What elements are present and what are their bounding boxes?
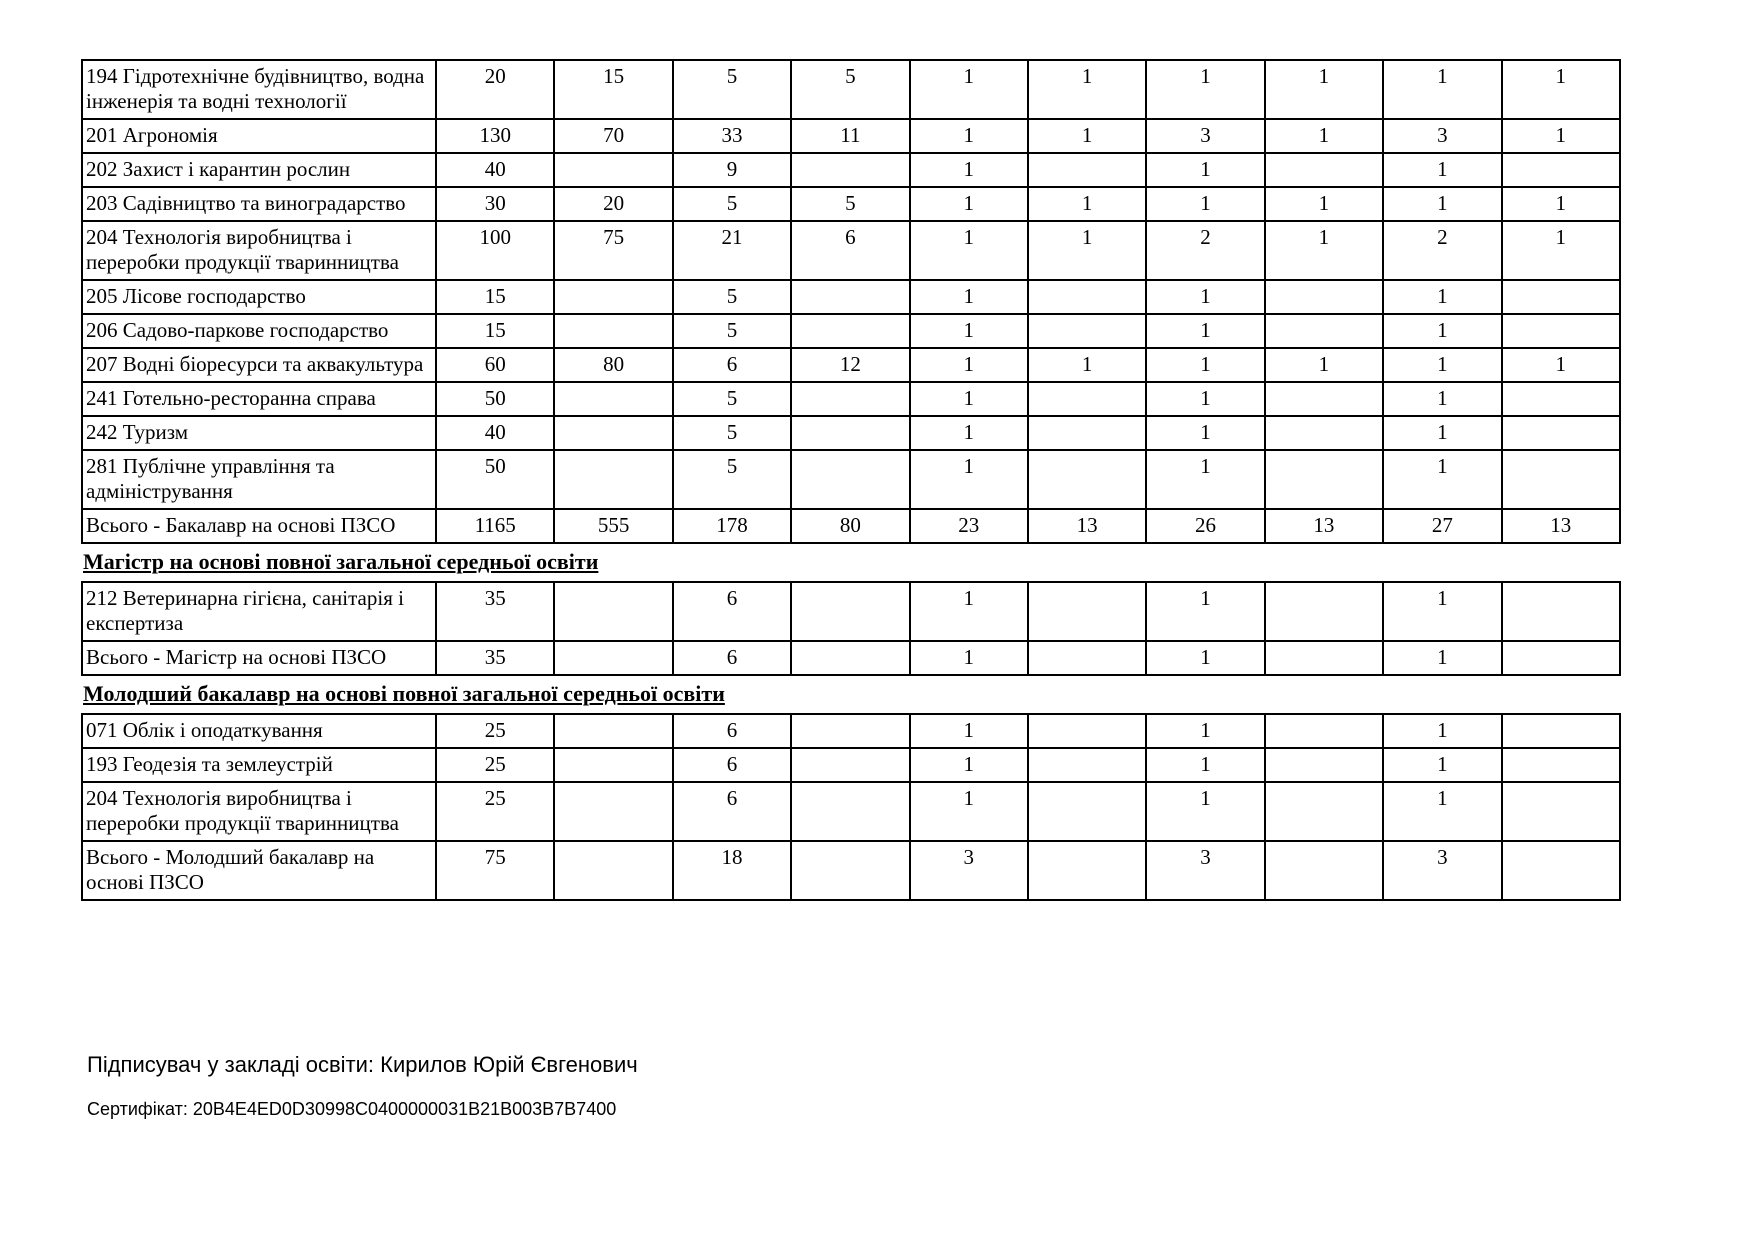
value-cell: 1 <box>1502 348 1620 382</box>
certificate-line: Сертифікат: 20B4E4ED0D30998C0400000031B21B003B7B7400 <box>87 1099 617 1119</box>
value-cell <box>1502 641 1620 675</box>
section-title-master: Магістр на основі повної загальної середньої освіти <box>83 549 599 574</box>
value-cell: 3 <box>1146 841 1264 900</box>
value-cell: 6 <box>673 782 791 841</box>
value-cell: 15 <box>554 60 672 119</box>
table-row <box>82 748 1620 782</box>
row-name-cell: 205 Лісове господарство <box>82 280 436 314</box>
value-cell: 1 <box>1383 60 1501 119</box>
value-cell: 80 <box>791 509 909 543</box>
value-cell: 1 <box>910 280 1028 314</box>
table-row <box>82 119 1620 153</box>
value-cell: 2 <box>1146 221 1264 280</box>
value-cell: 1 <box>1502 221 1620 280</box>
value-cell: 75 <box>436 841 554 900</box>
value-cell: 1 <box>1028 187 1146 221</box>
value-cell <box>791 382 909 416</box>
value-cell <box>554 382 672 416</box>
value-cell: 1 <box>1383 153 1501 187</box>
value-cell <box>791 416 909 450</box>
value-cell: 1 <box>910 348 1028 382</box>
value-cell <box>1265 748 1383 782</box>
value-cell: 25 <box>436 782 554 841</box>
value-cell: 27 <box>1383 509 1501 543</box>
value-cell: 1 <box>910 60 1028 119</box>
value-cell: 5 <box>673 280 791 314</box>
value-cell: 13 <box>1265 509 1383 543</box>
value-cell: 1 <box>1265 221 1383 280</box>
value-cell: 50 <box>436 450 554 509</box>
table-row <box>82 60 1620 119</box>
value-cell <box>791 314 909 348</box>
value-cell <box>1028 841 1146 900</box>
value-cell <box>791 153 909 187</box>
value-cell <box>1265 314 1383 348</box>
value-cell: 1 <box>1028 221 1146 280</box>
value-cell: 1 <box>1383 782 1501 841</box>
value-cell: 1 <box>1383 416 1501 450</box>
table-block <box>81 713 1619 901</box>
value-cell <box>1028 714 1146 748</box>
value-cell: 1 <box>1146 416 1264 450</box>
value-cell: 1 <box>1265 187 1383 221</box>
table-row <box>82 280 1620 314</box>
value-cell <box>554 714 672 748</box>
value-cell: 1 <box>1265 348 1383 382</box>
data-table <box>81 581 1621 676</box>
value-cell: 11 <box>791 119 909 153</box>
value-cell <box>1265 714 1383 748</box>
value-cell: 13 <box>1028 509 1146 543</box>
value-cell: 1 <box>910 450 1028 509</box>
value-cell: 23 <box>910 509 1028 543</box>
value-cell: 6 <box>791 221 909 280</box>
section-title-junior-bachelor: Молодший бакалавр на основі повної загальної середньої освіти <box>83 681 725 706</box>
value-cell: 555 <box>554 509 672 543</box>
value-cell: 1 <box>1383 714 1501 748</box>
table-block <box>81 581 1619 676</box>
value-cell: 5 <box>673 314 791 348</box>
value-cell: 21 <box>673 221 791 280</box>
value-cell: 40 <box>436 416 554 450</box>
table-row <box>82 641 1620 675</box>
value-cell: 20 <box>554 187 672 221</box>
value-cell <box>1028 314 1146 348</box>
row-name-cell: 281 Публічне управління та адміністрування <box>82 450 436 509</box>
value-cell <box>1502 748 1620 782</box>
value-cell: 1 <box>1146 782 1264 841</box>
value-cell: 178 <box>673 509 791 543</box>
value-cell <box>1028 641 1146 675</box>
row-name-cell: 071 Облік і оподаткування <box>82 714 436 748</box>
table-row <box>82 450 1620 509</box>
value-cell: 1 <box>1146 348 1264 382</box>
row-name-cell: 203 Садівництво та виноградарство <box>82 187 436 221</box>
value-cell: 1 <box>1383 314 1501 348</box>
value-cell <box>1028 153 1146 187</box>
value-cell: 1 <box>910 714 1028 748</box>
value-cell <box>554 280 672 314</box>
value-cell <box>1502 153 1620 187</box>
value-cell: 1 <box>1146 582 1264 641</box>
row-name-cell: 194 Гідротехнічне будівництво, водна інженерія та водні технології <box>82 60 436 119</box>
value-cell: 5 <box>673 382 791 416</box>
value-cell <box>1502 714 1620 748</box>
value-cell: 6 <box>673 714 791 748</box>
value-cell <box>1265 450 1383 509</box>
value-cell: 15 <box>436 314 554 348</box>
row-name-cell: 212 Ветеринарна гігієна, санітарія і експертиза <box>82 582 436 641</box>
value-cell: 1 <box>910 187 1028 221</box>
value-cell: 80 <box>554 348 672 382</box>
value-cell: 1 <box>1028 60 1146 119</box>
value-cell <box>1502 416 1620 450</box>
row-name-cell: 242 Туризм <box>82 416 436 450</box>
row-name-cell: Всього - Бакалавр на основі ПЗСО <box>82 509 436 543</box>
value-cell: 1 <box>1146 450 1264 509</box>
value-cell: 1 <box>1383 748 1501 782</box>
value-cell <box>1502 382 1620 416</box>
value-cell: 5 <box>673 60 791 119</box>
table-row <box>82 348 1620 382</box>
value-cell <box>1502 582 1620 641</box>
row-name-cell: 207 Водні біоресурси та аквакультура <box>82 348 436 382</box>
value-cell: 18 <box>673 841 791 900</box>
row-name-cell: 204 Технологія виробництва і переробки продукції тваринництва <box>82 782 436 841</box>
value-cell: 1 <box>1028 348 1146 382</box>
value-cell <box>1265 582 1383 641</box>
value-cell: 1 <box>1146 714 1264 748</box>
signer-line: Підписувач у закладі освіти: Кирилов Юрій Євгенович <box>87 1052 638 1077</box>
value-cell: 6 <box>673 641 791 675</box>
value-cell: 1 <box>1502 119 1620 153</box>
value-cell: 1 <box>910 748 1028 782</box>
value-cell: 20 <box>436 60 554 119</box>
table-block <box>81 59 1619 544</box>
value-cell: 13 <box>1502 509 1620 543</box>
value-cell <box>1502 280 1620 314</box>
value-cell: 15 <box>436 280 554 314</box>
value-cell <box>791 641 909 675</box>
value-cell: 2 <box>1383 221 1501 280</box>
table-row <box>82 314 1620 348</box>
value-cell: 9 <box>673 153 791 187</box>
value-cell: 1 <box>1383 641 1501 675</box>
value-cell: 60 <box>436 348 554 382</box>
value-cell: 1 <box>1502 60 1620 119</box>
table-row <box>82 841 1620 900</box>
value-cell <box>1028 416 1146 450</box>
value-cell: 5 <box>673 187 791 221</box>
table-row <box>82 582 1620 641</box>
row-name-cell: 201 Агрономія <box>82 119 436 153</box>
value-cell: 6 <box>673 348 791 382</box>
value-cell <box>791 450 909 509</box>
value-cell: 26 <box>1146 509 1264 543</box>
value-cell <box>1028 382 1146 416</box>
value-cell: 35 <box>436 641 554 675</box>
data-table <box>81 59 1621 544</box>
value-cell <box>1028 748 1146 782</box>
value-cell <box>791 714 909 748</box>
value-cell: 25 <box>436 714 554 748</box>
value-cell: 1 <box>910 641 1028 675</box>
value-cell: 1 <box>1146 60 1264 119</box>
value-cell: 25 <box>436 748 554 782</box>
value-cell <box>791 582 909 641</box>
value-cell <box>1028 280 1146 314</box>
value-cell: 1 <box>1502 187 1620 221</box>
table-row <box>82 187 1620 221</box>
value-cell <box>1265 841 1383 900</box>
value-cell <box>1502 782 1620 841</box>
value-cell: 50 <box>436 382 554 416</box>
value-cell <box>1502 841 1620 900</box>
value-cell: 30 <box>436 187 554 221</box>
value-cell: 1 <box>1265 119 1383 153</box>
value-cell <box>791 748 909 782</box>
value-cell: 3 <box>910 841 1028 900</box>
value-cell: 1 <box>1146 187 1264 221</box>
value-cell: 12 <box>791 348 909 382</box>
table-row <box>82 153 1620 187</box>
row-name-cell: 206 Садово-паркове господарство <box>82 314 436 348</box>
value-cell <box>791 280 909 314</box>
value-cell: 1 <box>1383 187 1501 221</box>
value-cell <box>1028 782 1146 841</box>
value-cell: 1 <box>1383 450 1501 509</box>
value-cell <box>1265 382 1383 416</box>
value-cell: 1 <box>1383 382 1501 416</box>
value-cell <box>554 841 672 900</box>
row-name-cell: 241 Готельно-ресторанна справа <box>82 382 436 416</box>
value-cell: 5 <box>673 450 791 509</box>
value-cell: 1 <box>1028 119 1146 153</box>
row-name-cell: Всього - Молодший бакалавр на основі ПЗСО <box>82 841 436 900</box>
value-cell: 40 <box>436 153 554 187</box>
value-cell: 1 <box>1146 382 1264 416</box>
value-cell: 6 <box>673 582 791 641</box>
value-cell: 5 <box>673 416 791 450</box>
value-cell: 1 <box>1146 280 1264 314</box>
value-cell <box>554 314 672 348</box>
value-cell <box>1265 641 1383 675</box>
value-cell <box>1502 314 1620 348</box>
table-row <box>82 782 1620 841</box>
table-row <box>82 714 1620 748</box>
value-cell <box>554 450 672 509</box>
value-cell: 1 <box>910 782 1028 841</box>
value-cell: 5 <box>791 187 909 221</box>
value-cell <box>554 641 672 675</box>
value-cell: 1 <box>910 153 1028 187</box>
value-cell <box>554 153 672 187</box>
value-cell: 3 <box>1383 119 1501 153</box>
value-cell: 1165 <box>436 509 554 543</box>
value-cell: 1 <box>1146 153 1264 187</box>
value-cell <box>554 748 672 782</box>
value-cell: 1 <box>910 314 1028 348</box>
value-cell: 1 <box>910 382 1028 416</box>
value-cell: 1 <box>910 119 1028 153</box>
table-row <box>82 382 1620 416</box>
document-page <box>81 59 1619 901</box>
value-cell <box>1265 782 1383 841</box>
value-cell: 100 <box>436 221 554 280</box>
value-cell: 1 <box>1265 60 1383 119</box>
value-cell: 70 <box>554 119 672 153</box>
value-cell <box>791 841 909 900</box>
value-cell <box>791 782 909 841</box>
value-cell: 3 <box>1146 119 1264 153</box>
value-cell: 130 <box>436 119 554 153</box>
value-cell <box>1028 582 1146 641</box>
value-cell: 1 <box>1146 748 1264 782</box>
value-cell: 6 <box>673 748 791 782</box>
value-cell: 1 <box>910 582 1028 641</box>
table-row <box>82 221 1620 280</box>
value-cell: 5 <box>791 60 909 119</box>
value-cell: 1 <box>1146 314 1264 348</box>
value-cell <box>554 582 672 641</box>
value-cell <box>1502 450 1620 509</box>
value-cell <box>1265 153 1383 187</box>
row-name-cell: 204 Технологія виробництва і переробки продукції тваринництва <box>82 221 436 280</box>
value-cell <box>554 416 672 450</box>
value-cell <box>1028 450 1146 509</box>
value-cell: 1 <box>1383 280 1501 314</box>
value-cell: 1 <box>910 221 1028 280</box>
value-cell <box>1265 416 1383 450</box>
table-row <box>82 509 1620 543</box>
data-table <box>81 713 1621 901</box>
value-cell: 33 <box>673 119 791 153</box>
row-name-cell: 202 Захист і карантин рослин <box>82 153 436 187</box>
row-name-cell: Всього - Магістр на основі ПЗСО <box>82 641 436 675</box>
value-cell: 1 <box>1383 582 1501 641</box>
value-cell: 75 <box>554 221 672 280</box>
value-cell: 35 <box>436 582 554 641</box>
value-cell: 1 <box>1146 641 1264 675</box>
value-cell <box>554 782 672 841</box>
table-row <box>82 416 1620 450</box>
value-cell: 1 <box>910 416 1028 450</box>
value-cell <box>1265 280 1383 314</box>
value-cell: 3 <box>1383 841 1501 900</box>
row-name-cell: 193 Геодезія та землеустрій <box>82 748 436 782</box>
value-cell: 1 <box>1383 348 1501 382</box>
